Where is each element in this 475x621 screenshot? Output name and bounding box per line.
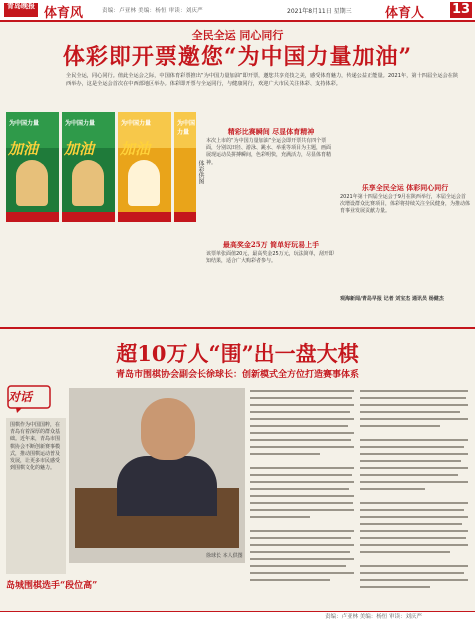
poster-slogan: 为中国力量 xyxy=(121,120,152,127)
poster-title: 加油 xyxy=(64,140,95,158)
dialog-label: 对话 xyxy=(8,390,33,404)
section-heading: 最高奖金25万 简单好玩易上手 xyxy=(222,240,320,249)
article-signoff: 观海新闻/青岛早报 记者 刘宝杰 通讯员 杨健杰 xyxy=(340,296,444,302)
section-title-right: 体育人 xyxy=(385,6,425,21)
newspaper-logo: 青岛晚报 xyxy=(4,3,38,17)
article-kicker: 全民全运 同心同行 xyxy=(191,29,284,42)
photo-credit: 体彩供图 xyxy=(197,160,204,184)
lottery-poster xyxy=(174,112,196,222)
page-number: 13 xyxy=(451,2,471,17)
section-heading: 乐享全民全运 体彩同心同行 xyxy=(361,183,449,192)
text-lines-placeholder xyxy=(250,388,355,603)
editor-credits: 责编：卢亚林 美编：杨恒 审读：刘庆严 xyxy=(102,8,203,14)
section-heading: 精彩比赛瞬间 尽显体育精神 xyxy=(227,127,315,136)
athlete-figure xyxy=(128,160,160,206)
lottery-poster xyxy=(62,112,115,222)
poster-slogan: 为中国力量 xyxy=(9,120,40,127)
body-text-column xyxy=(360,388,470,603)
article2-subhead: 青岛市围棋协会副会长徐球长：创新模式全方位打造赛事体系 xyxy=(115,370,359,380)
issue-date: 2021年8月11日 星期三 xyxy=(287,8,352,15)
article2-headline: 超10万人“围”出一盘大棋 xyxy=(116,341,359,366)
photo-caption: 徐球长 本人供图 xyxy=(206,553,243,559)
article-headline: 体彩即开票邀您“为中国力量加油” xyxy=(62,44,413,70)
body-text: 2021年第十四届全运会于9月在陕西举行，本届全运会首次增设群众比赛项目，体彩将持续关注全民健身，为推动体育事业发展贡献力量。 xyxy=(340,194,471,215)
athlete-figure xyxy=(72,160,104,206)
intro-box xyxy=(6,418,66,574)
poster-slogan: 为中国力量 xyxy=(177,120,196,136)
lottery-poster xyxy=(6,112,59,222)
body-text-column xyxy=(250,388,355,603)
poster-slogan: 为中国力量 xyxy=(65,120,96,127)
footer-editor-credits: 责编：卢亚林 美编：杨恒 审读：刘庆严 xyxy=(325,614,422,620)
lottery-poster xyxy=(118,112,171,222)
poster-title: 加油 xyxy=(8,140,39,158)
body-text: 本次上市的“为中国力量加油”全运会即开票共有四个票面，分别以田径、游泳、跳水、举重等项目为主题，画面展现运动员拼搏瞬间，色彩明快，充满活力，尽显体育精神。 xyxy=(206,138,332,166)
text-lines-placeholder xyxy=(360,388,470,603)
intro-text: 围棋作为中国国粹，在青岛有着深厚的群众基础。近年来，青岛市围棋协会不断创新赛事模式，推动围棋运动普及发展，让更多市民感受到围棋文化的魅力。 xyxy=(10,422,61,472)
article-lead: 全民全运，同心同行。值此全运会之际，中国体育彩票推出“为中国力量加油”即开票，邀您共享竞技之美，感受体育魅力，传递公益正能量。2021年，第十四届全运会在陕西举办，这是全运会首次在中西部地区举办。体彩即开票与全运同行，与健康同行，欢迎广大市民关注体彩、支持体彩。 xyxy=(66,73,459,87)
body-text: 该票单张面值20元，最高奖金25万元，玩法简单，刮开即知结果，适合广大购彩者参与。 xyxy=(206,251,334,265)
section-title-left: 体育风 xyxy=(44,6,84,21)
section-divider xyxy=(0,327,475,329)
poster-title: 加油 xyxy=(120,140,151,158)
interviewee-photo xyxy=(69,388,245,563)
athlete-figure xyxy=(16,160,48,206)
section-heading: 岛城围棋选手“段位高” xyxy=(6,581,98,591)
